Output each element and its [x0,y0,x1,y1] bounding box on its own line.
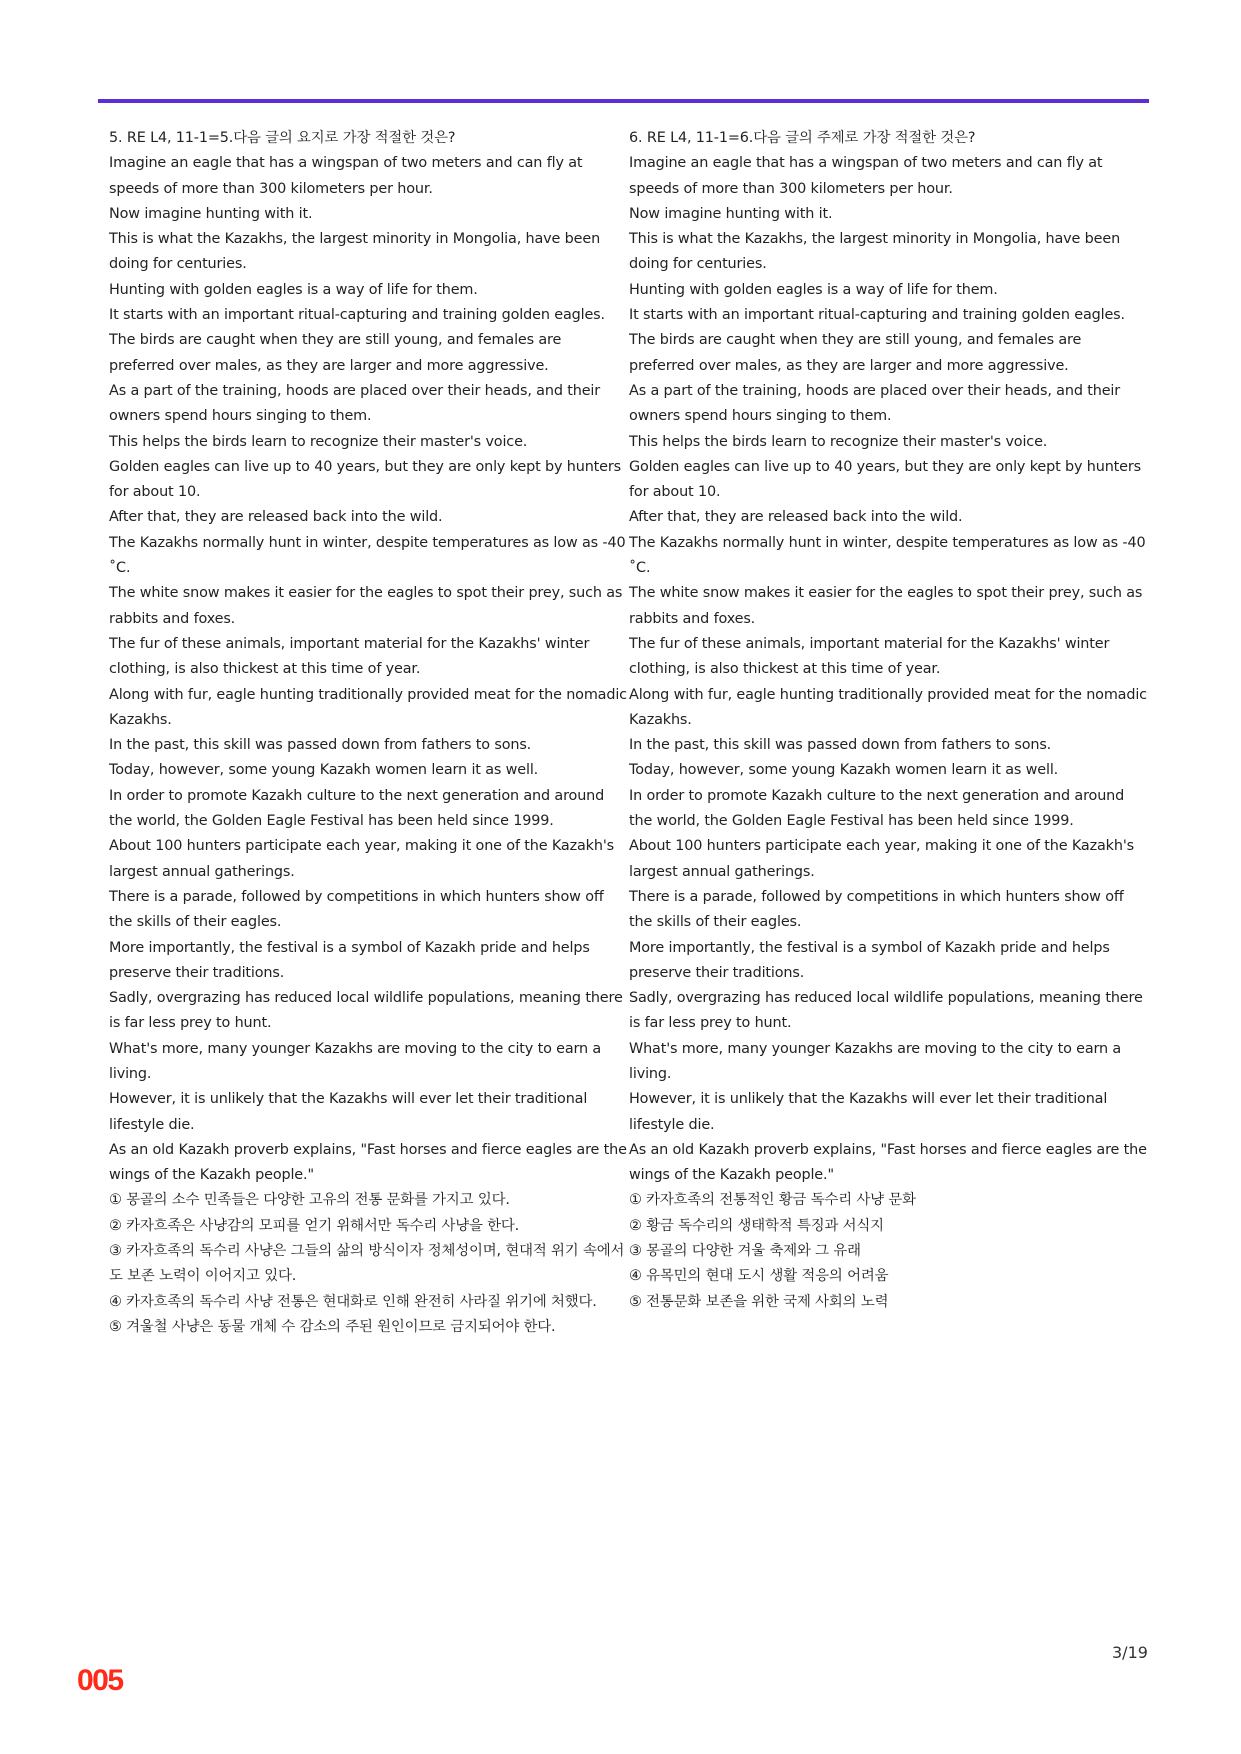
passage-sentence: More importantly, the festival is a symbol of Kazakh pride and helps preserve their traditions. [629,939,1110,981]
passage-sentence: The fur of these animals, important material for the Kazakhs' winter clothing, is also thickest at this time of year. [629,635,1110,678]
passage-sentence: It starts with an important ritual-capturing and training golden eagles. [109,307,605,324]
passage-sentence: Today, however, some young Kazakh women learn it as well. [109,762,539,779]
document-code: 005 [77,1664,123,1697]
passage-sentence: However, it is unlikely that the Kazakhs will ever let their traditional lifestyle die. [109,1091,588,1133]
passage-sentence: In the past, this skill was passed down from fathers to sons. [109,737,532,754]
passage-sentence: Hunting with golden eagles is a way of life for them. [629,281,998,298]
header-rule [98,99,1149,103]
passage-sentence: In the past, this skill was passed down from fathers to sons. [629,737,1052,754]
passage-sentence: The Kazakhs normally hunt in winter, despite temperatures as low as -40 ˚C. [629,534,1146,577]
passage-sentence: After that, they are released back into the wild. [629,509,963,526]
passage-sentence: This helps the birds learn to recognize their master's voice. [109,433,528,450]
passage-sentence: After that, they are released back into the wild. [109,509,443,526]
passage-sentence: The birds are caught when they are still young, and females are preferred over males, as they are larger and more aggressive. [629,332,1082,374]
passage-sentence: In order to promote Kazakh culture to the next generation and around the world, the Golden Eagle Festival has been held since 1999. [629,787,1125,830]
passage-sentence: This is what the Kazakhs, the largest minority in Mongolia, have been doing for centuries. [109,231,601,273]
answer-option[interactable]: ② 카자흐족은 사냥감의 모피를 얻기 위해서만 독수리 사냥을 한다. [109,1217,520,1234]
passage-sentence: As a part of the training, hoods are placed over their heads, and their owners spend hours singing to them. [109,382,601,425]
passage [109,151,629,1188]
answer-option[interactable]: ④ 카자흐족의 독수리 사냥 전통은 현대화로 인해 완전히 사라질 위기에 처했다. [109,1293,597,1310]
answer-options [629,1188,1149,1314]
question-title: 6. RE L4, 11-1=6.다음 글의 주제로 가장 적절한 것은? [629,130,976,146]
answer-options [109,1188,629,1340]
answer-option[interactable]: ③ 카자흐족의 독수리 사냥은 그들의 삶의 방식이자 정체성이며, 현대적 위기 속에서도 보존 노력이 이어지고 있다. [109,1243,625,1285]
answer-option[interactable]: ④ 유목민의 현대 도시 생활 적응의 어려움 [629,1268,889,1285]
passage-sentence: As an old Kazakh proverb explains, "Fast horses and fierce eagles are the wings of the Kazakh people." [109,1141,627,1184]
answer-option[interactable]: ① 카자흐족의 전통적인 황금 독수리 사냥 문화 [629,1192,916,1209]
passage-sentence: In order to promote Kazakh culture to the next generation and around the world, the Golden Eagle Festival has been held since 1999. [109,787,605,830]
question-5 [109,126,629,1340]
passage-sentence: What's more, many younger Kazakhs are moving to the city to earn a living. [109,1040,602,1082]
answer-option[interactable]: ⑤ 전통문화 보존을 위한 국제 사회의 노력 [629,1293,889,1310]
passage-sentence: Imagine an eagle that has a wingspan of two meters and can fly at speeds of more than 300 kilometers per hour. [629,155,1103,197]
passage-sentence: This helps the birds learn to recognize their master's voice. [629,433,1048,450]
answer-option[interactable]: ⑤ 겨울철 사냥은 동물 개체 수 감소의 주된 원인이므로 금지되어야 한다. [109,1318,556,1335]
passage-sentence: The fur of these animals, important material for the Kazakhs' winter clothing, is also thickest at this time of year. [109,635,590,678]
answer-option[interactable]: ① 몽골의 소수 민족들은 다양한 고유의 전통 문화를 가지고 있다. [109,1192,510,1209]
passage-sentence: Today, however, some young Kazakh women learn it as well. [629,762,1059,779]
passage-sentence: The white snow makes it easier for the eagles to spot their prey, such as rabbits and foxes. [629,585,1143,627]
passage-sentence: There is a parade, followed by competitions in which hunters show off the skills of their eagles. [629,888,1124,931]
passage-sentence: The white snow makes it easier for the eagles to spot their prey, such as rabbits and foxes. [109,585,623,627]
question-6 [629,126,1149,1315]
answer-option[interactable]: ③ 몽골의 다양한 겨울 축제와 그 유래 [629,1243,861,1260]
passage-sentence: About 100 hunters participate each year, making it one of the Kazakh's largest annual gatherings. [109,838,614,880]
passage-sentence: Along with fur, eagle hunting traditionally provided meat for the nomadic Kazakhs. [109,686,627,728]
passage-sentence: Along with fur, eagle hunting traditionally provided meat for the nomadic Kazakhs. [629,686,1147,728]
passage-sentence: About 100 hunters participate each year, making it one of the Kazakh's largest annual gatherings. [629,838,1134,880]
passage-sentence: The birds are caught when they are still young, and females are preferred over males, as they are larger and more aggressive. [109,332,562,374]
passage-sentence: This is what the Kazakhs, the largest minority in Mongolia, have been doing for centuries. [629,231,1121,273]
passage-sentence: What's more, many younger Kazakhs are moving to the city to earn a living. [629,1040,1122,1082]
passage-sentence: Sadly, overgrazing has reduced local wildlife populations, meaning there is far less prey to hunt. [629,990,1143,1032]
passage-sentence: As a part of the training, hoods are placed over their heads, and their owners spend hours singing to them. [629,382,1121,425]
passage-sentence: It starts with an important ritual-capturing and training golden eagles. [629,307,1125,324]
passage-sentence: Now imagine hunting with it. [109,205,313,222]
passage-sentence: However, it is unlikely that the Kazakhs will ever let their traditional lifestyle die. [629,1091,1108,1133]
passage-sentence: Golden eagles can live up to 40 years, but they are only kept by hunters for about 10. [109,458,621,501]
page-number: 3/19 [1112,1643,1148,1662]
answer-option[interactable]: ② 황금 독수리의 생태학적 특징과 서식지 [629,1217,884,1234]
passage-sentence: Golden eagles can live up to 40 years, but they are only kept by hunters for about 10. [629,458,1141,501]
passage-sentence: The Kazakhs normally hunt in winter, despite temperatures as low as -40 ˚C. [109,534,626,577]
passage-sentence: Sadly, overgrazing has reduced local wildlife populations, meaning there is far less prey to hunt. [109,990,623,1032]
passage-sentence: There is a parade, followed by competitions in which hunters show off the skills of their eagles. [109,888,604,931]
passage-sentence: As an old Kazakh proverb explains, "Fast horses and fierce eagles are the wings of the Kazakh people." [629,1141,1147,1184]
passage-sentence: More importantly, the festival is a symbol of Kazakh pride and helps preserve their traditions. [109,939,590,981]
passage-sentence: Now imagine hunting with it. [629,205,833,222]
question-title: 5. RE L4, 11-1=5.다음 글의 요지로 가장 적절한 것은? [109,130,456,146]
passage-sentence: Imagine an eagle that has a wingspan of two meters and can fly at speeds of more than 300 kilometers per hour. [109,155,583,197]
passage [629,151,1149,1188]
passage-sentence: Hunting with golden eagles is a way of life for them. [109,281,478,298]
